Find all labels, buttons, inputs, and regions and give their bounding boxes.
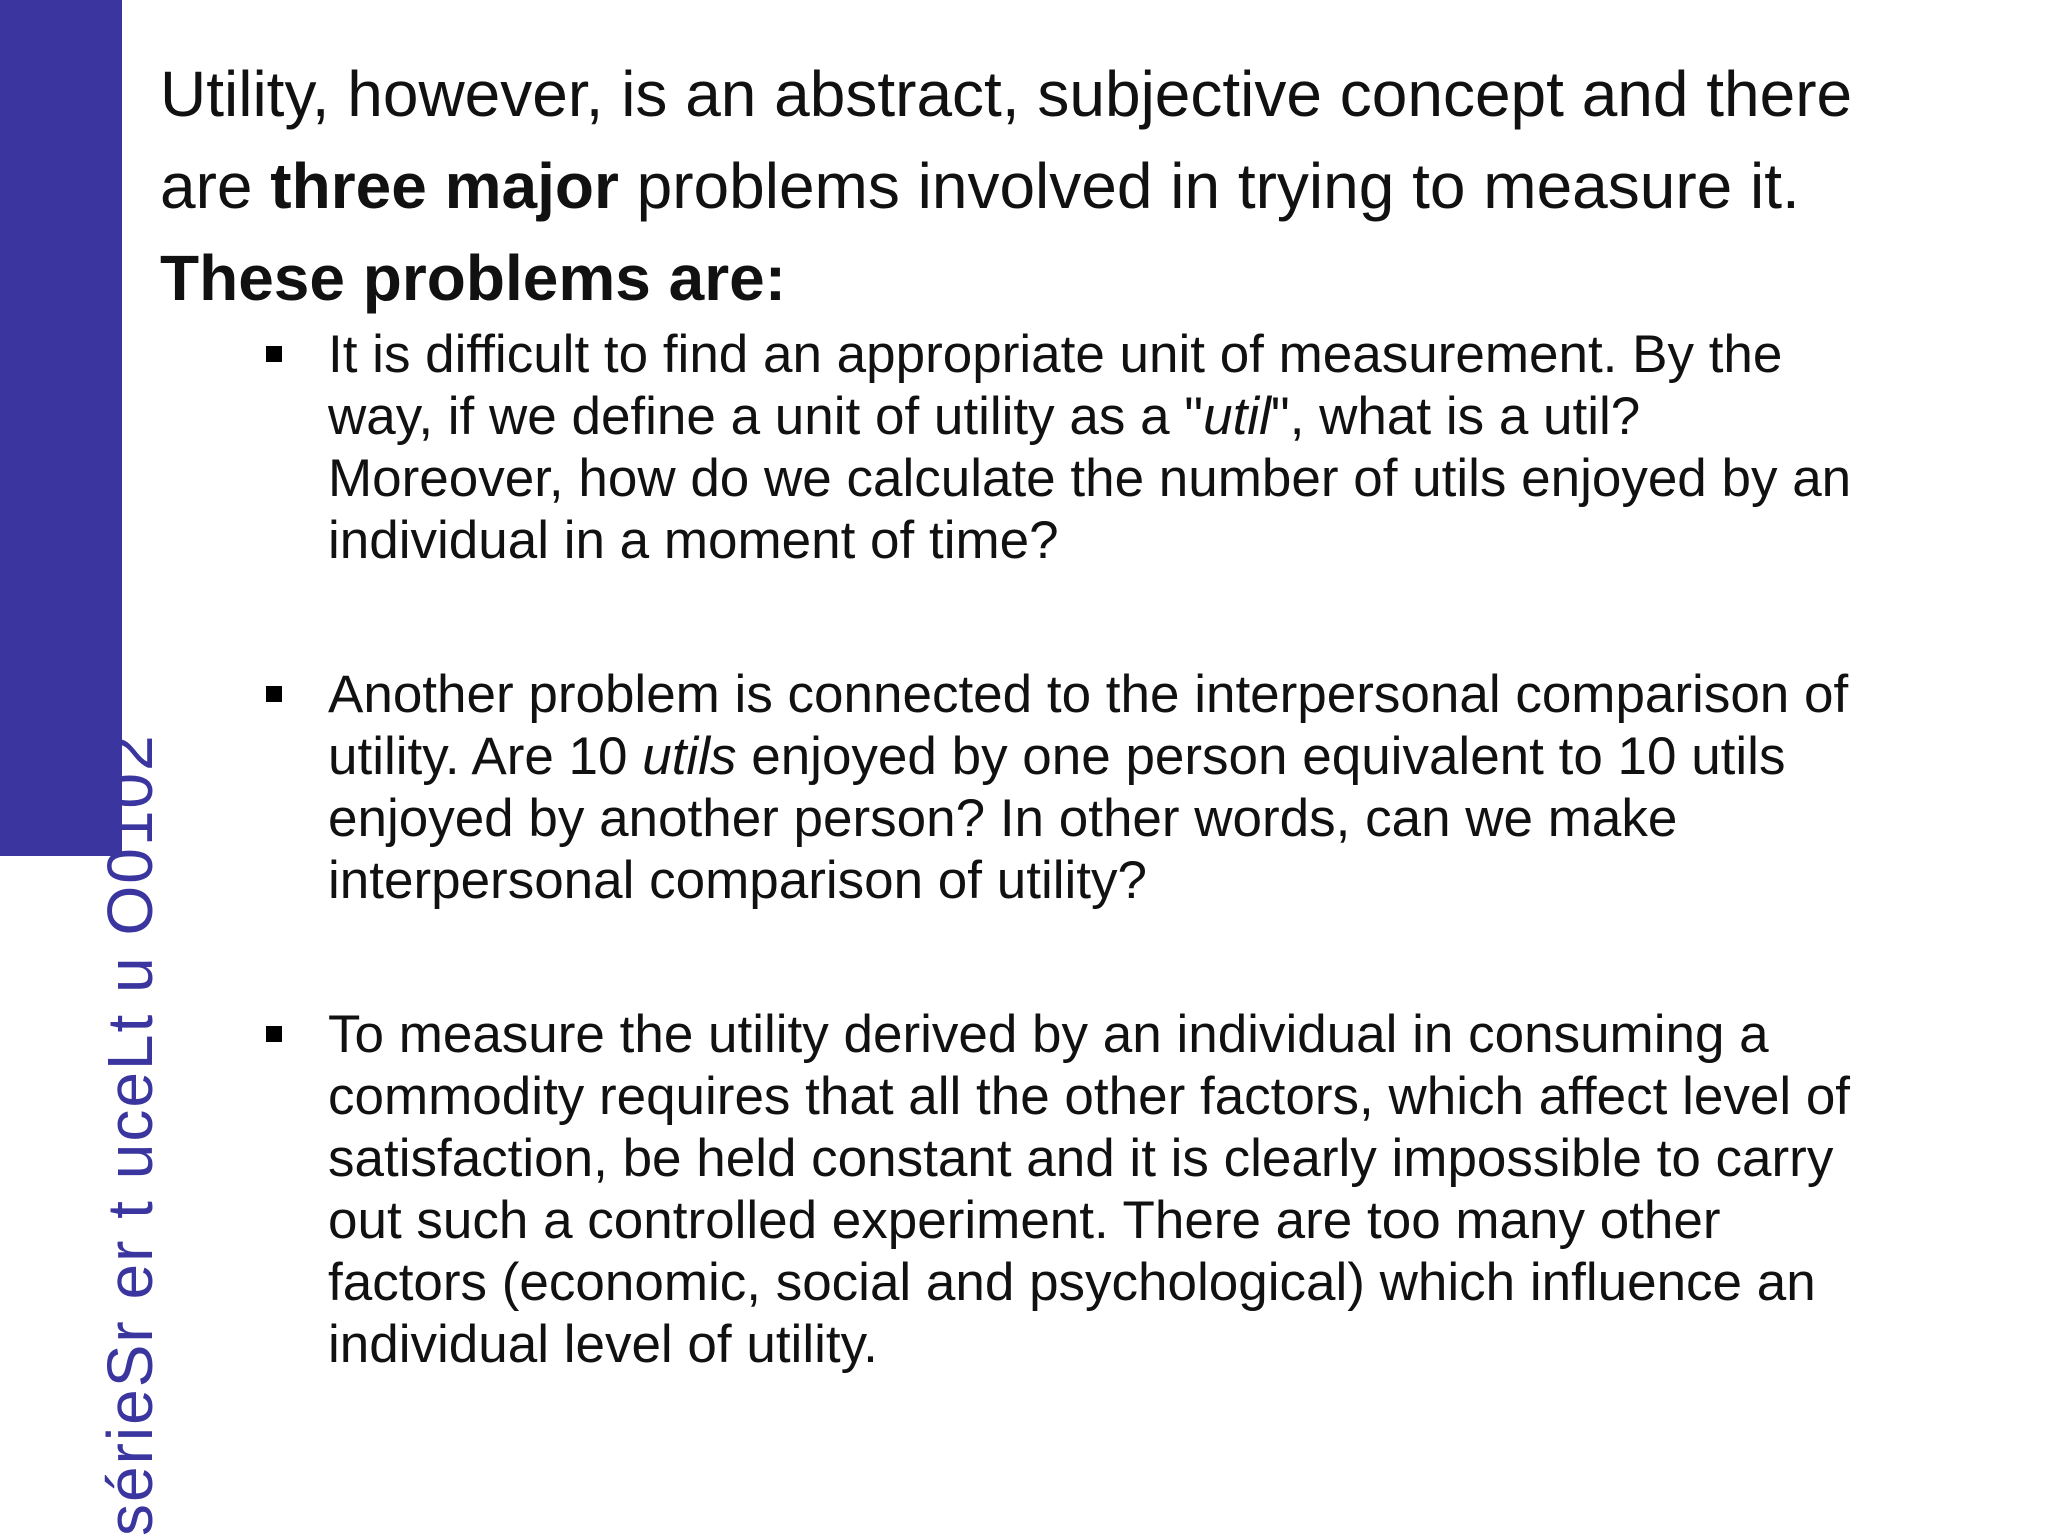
problem-1-line-2-end: ", what is a util? [1270,387,1641,446]
problem-3-line-6: individual level of utility. [328,1315,878,1374]
problem-1-line-3: Moreover, how do we calculate the number of utils enjoyed by an [328,449,1852,508]
problems-heading: These problems are: [160,242,786,314]
intro-line-2-start: are [160,150,271,222]
problem-item-3 [160,1004,2020,1376]
problem-3-line-3: satisfaction, be held constant and it is clearly impossible to carry [328,1129,1834,1188]
problem-2-line-1: Another problem is connected to the interpersonal comparison of [328,665,1849,724]
problem-3-line-4: out such a controlled experiment. There are too many other [328,1191,1721,1250]
problem-3-line-1: To measure the utility derived by an individual in consuming a [328,1005,1769,1064]
problem-item-1 [160,324,2020,572]
problem-3-line-2: commodity requires that all the other factors, which affect level of [328,1067,1851,1126]
square-bullet-icon [266,1026,282,1042]
util-term: util [1203,387,1271,446]
slide-content [160,48,2020,1376]
problem-2-line-2-end: enjoyed by one person equivalent to 10 utils [736,727,1786,786]
problem-1-line-1: It is difficult to find an appropriate unit of measurement. By the [328,325,1783,384]
problem-2-line-2-start: utility. Are 10 [328,727,643,786]
problem-1-line-2 [328,386,2020,448]
sidebar-accent-bar [0,0,122,856]
square-bullet-icon [266,686,282,702]
utils-term: utils [642,727,737,786]
intro-line-2 [160,140,2020,232]
intro-line-2-end: problems involved in trying to measure it. [618,150,1800,222]
square-bullet-icon [266,346,282,362]
problem-item-2 [160,664,2020,912]
problem-1-line-2-start: way, if we define a unit of utility as a " [328,387,1204,446]
intro-line-1: Utility, however, is an abstract, subjective concept and there [160,58,1853,130]
problem-2-line-2 [328,726,2020,788]
problem-1-line-4: individual in a moment of time? [328,511,1059,570]
intro-emphasis: three major [270,150,619,222]
problem-3-line-5: factors (economic, social and psychological) which influence an [328,1253,1816,1312]
problem-2-line-4: interpersonal comparison of utility? [328,851,1147,910]
problem-2-line-3: enjoyed by another person? In other words, can we make [328,789,1678,848]
vertical-footer-label: sérieSr er t uceLt u O0102 [94,733,166,1536]
problems-list [160,324,2020,1376]
